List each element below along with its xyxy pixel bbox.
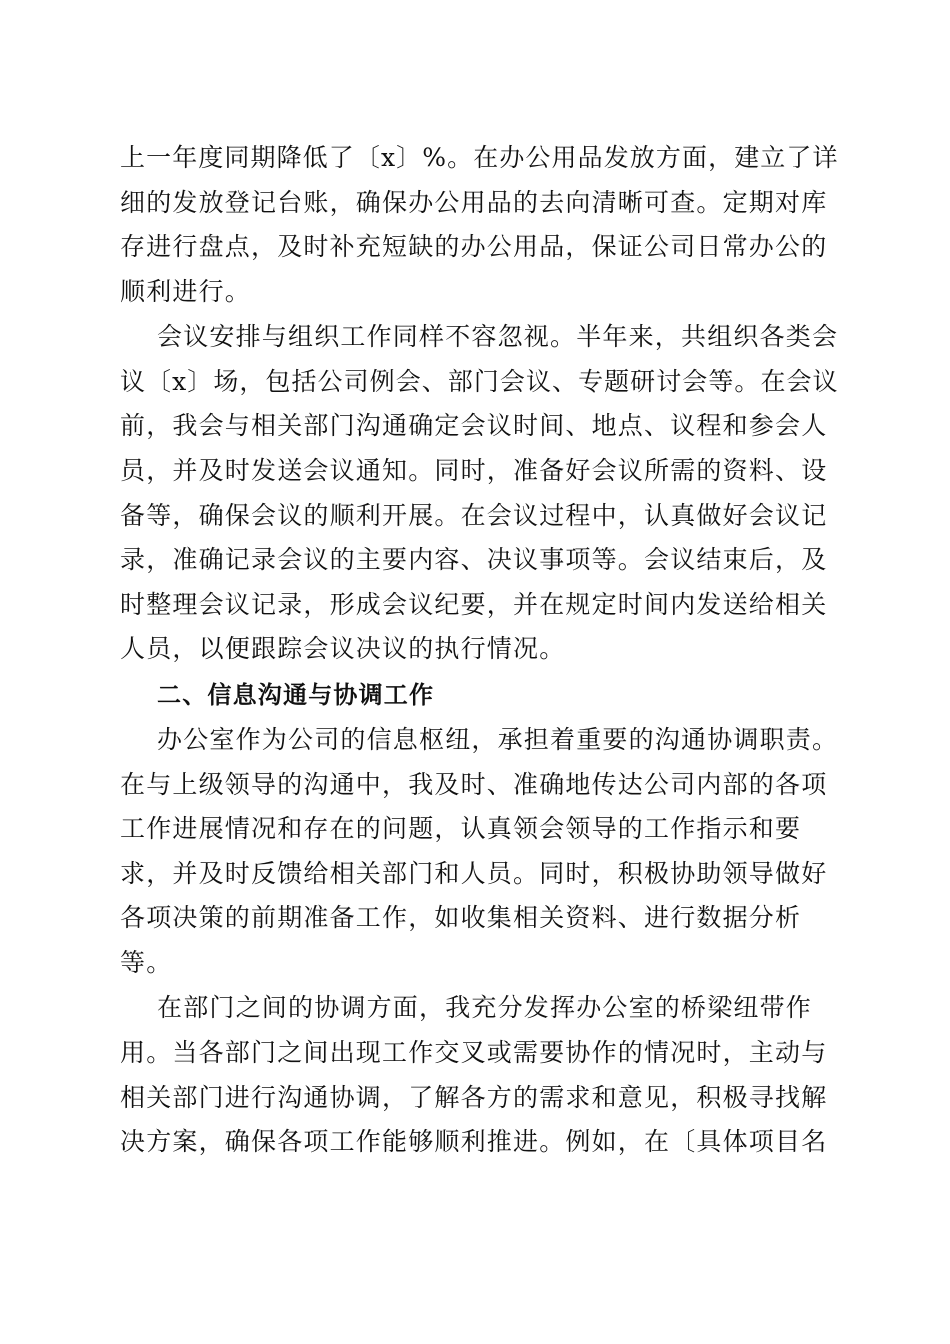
text-line: 议〔x〕场，包括公司例会、部门会议、专题研讨会等。在会议 <box>120 366 839 396</box>
text-line: 用。当各部门之间出现工作交叉或需要协作的情况时，主动与 <box>120 1038 828 1068</box>
text-line: 工作进展情况和存在的问题，认真领会领导的工作指示和要 <box>120 814 802 844</box>
text-line: 人员，以便跟踪会议决议的执行情况。 <box>120 634 566 664</box>
section-heading <box>120 673 840 718</box>
text-line: 备等，确保会议的顺利开展。在会议过程中，认真做好会议记 <box>120 500 828 530</box>
text-line: 前，我会与相关部门沟通确定会议时间、地点、议程和参会人 <box>120 411 828 441</box>
text-line: 在与上级领导的沟通中，我及时、准确地传达公司内部的各项 <box>120 769 828 799</box>
paragraph <box>120 315 840 672</box>
text-line: 录，准确记录会议的主要内容、决议事项等。会议结束后，及 <box>120 545 828 575</box>
text-line: 相关部门进行沟通协调，了解各方的需求和意见，积极寻找解 <box>120 1082 828 1112</box>
text-line: 会议安排与组织工作同样不容忽视。半年来，共组织各类会 <box>157 322 839 352</box>
text-line: 员，并及时发送会议通知。同时，准备好会议所需的资料、设 <box>120 455 828 485</box>
heading-text: 二、信息沟通与协调工作 <box>157 680 435 709</box>
text-line: 等。 <box>120 948 173 978</box>
text-line: 存进行盘点，及时补充短缺的办公用品，保证公司日常办公的 <box>120 232 828 262</box>
text-line: 细的发放登记台账，确保办公用品的去向清晰可查。定期对库 <box>120 187 828 217</box>
paragraph <box>120 986 840 1164</box>
text-line: 时整理会议记录，形成会议纪要，并在规定时间内发送给相关 <box>120 589 828 619</box>
text-line: 各项决策的前期准备工作，如收集相关资料、进行数据分析 <box>120 903 802 933</box>
document-body <box>120 136 840 1166</box>
text-line: 求，并及时反馈给相关部门和人员。同时，积极协助领导做好 <box>120 858 828 888</box>
text-line: 办公室作为公司的信息枢纽，承担着重要的沟通协调职责。 <box>157 725 839 755</box>
text-line: 在部门之间的协调方面，我充分发挥办公室的桥梁纽带作 <box>157 993 813 1023</box>
text-line: 顺利进行。 <box>120 276 252 306</box>
text-line: 上一年度同期降低了〔x〕%。在办公用品发放方面，建立了详 <box>120 143 839 172</box>
text-line: 决方案，确保各项工作能够顺利推进。例如，在〔具体项目名 <box>120 1127 828 1157</box>
paragraph <box>120 718 840 986</box>
paragraph <box>120 136 840 314</box>
